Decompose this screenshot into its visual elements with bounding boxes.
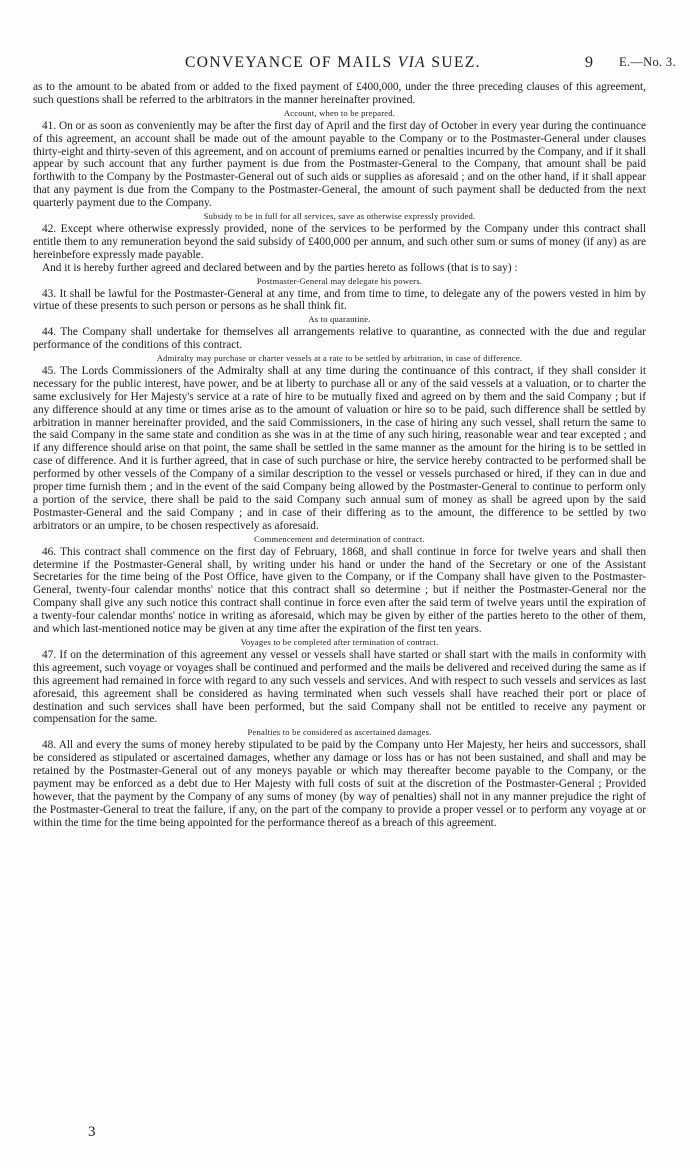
title-suffix: SUEZ. [426, 54, 481, 71]
paper-reference: E.—No. 3. [619, 55, 676, 69]
agreed-paragraph: And it is hereby further agreed and declared between and by the parties hereto as follows (that is to say) : [42, 261, 518, 274]
sidenote-42: Subsidy to be in full for all services, save as otherwise expressly provided. [203, 211, 476, 222]
title-via: VIA [397, 54, 427, 71]
page-number: 9 [585, 54, 593, 71]
opening-paragraph: as to the amount to be abated from or added to the fixed payment of £400,000, under the three preceding clauses of this agreement, such questions shall be referred to the arbitrators in the manner hereinafter provined. [33, 81, 646, 106]
title-prefix: CONVEYANCE OF MAILS [185, 54, 398, 71]
clause-45: 45. The Lords Commissioners of the Admiralty shall at any time during the continuance of this contract, if they shall consider it necessary for the public interest, have power, and be at liberty to purchase all or any of the said vessels at a valuation, or to charter the same exclusively for Her Majesty's service at a rate of hire to be mutually fixed and agreed on by them and the said Company ; but if any difference should at any time or times arise as to the amount of valuation or hire so to be paid, such difference shall be settled by arbitration in manner hereinafter provided, and the said Commissioners, in the case of hiring any such vessel, shall return the same to the said Company in the same state and condition as she was in at the time of any such hiring, reasonable wear and tear excepted ; and if any difference should arise on that point, the same shall be settled in the same manner as the amount for the hiring is to be settled in case of difference. And it is further agreed, that in case of such purchase or hire, the service hereby contracted to be performed shall be performed by other vessels of the Company of a similar description to the vessel or vessels purchased or hired, if they can in due and proper time furnish them ; and in the event of the said Company being allowed by the Postmaster-General to continue to perform only a portion of the service, there shall be paid to the said Company such annual sum of money as shall be agreed upon by the said Postmaster-General and the said Company ; and in case of their differing as to the amount, the difference to be settled by two arbitrators or an umpire, to be chosen respectively as aforesaid. [33, 364, 646, 532]
clause-44: 44. The Company shall undertake for themselves all arrangements relative to quarantine, as connected with the due and regular performance of the conditions of this contract. [33, 326, 646, 352]
sidenote-47: Voyages to be completed after termination of contract. [240, 636, 439, 647]
sidenote-48: Penalties to be considered as ascertained damages. [247, 727, 432, 738]
clause-42: 42. Except where otherwise expressly provided, none of the services to be performed by the Company under this contract shall entitle them to any remuneration beyond the said subsidy of £400,000 per annum, and such other sum or sums of money (if any) as are hereinbefore expressly made payable. [33, 222, 646, 261]
clause-41: 41. On or as soon as conveniently may be after the first day of April and the first day of October in every year during the continuance of this agreement, an account shall be made out of the amount payable to the Company or to the Postmaster-General under clauses thirty-eight and thirty-seven of this agreement, and on account of premiums earned or penalties incurred by the Company, and if it shall appear by such account that any further payment is due from the Postmaster-General to the Company, that amount shall be paid forthwith to the Company by the Postmaster-General out of such aids or supplies as aforesaid ; and on the other hand, if it shall appear that any payment is due from the Company to the Postmaster-General, the amount of such payment shall be deducted from the next quarterly payment due to the Company. [33, 119, 646, 210]
sidenote-43: Postmaster-General may delegate his powers. [256, 275, 423, 286]
running-title [118, 54, 548, 72]
page-header [0, 54, 700, 76]
clause-43: 43. It shall be lawful for the Postmaster-General at any time, and from time to time, to delegate any of the powers vested in him by virtue of these presents to such person or persons as he shall think fit. [33, 287, 646, 313]
clause-48: 48. All and every the sums of money hereby stipulated to be paid by the Company unto Her Majesty, her heirs and successors, shall be considered as stipulated or ascertained damages, whether any damage or loss has or has not been sustained, and shall and may be retained by the Postmaster-General out of any moneys payable or which may thereafter become payable to the Company, or the payment may be enforced as a debt due to Her Majesty with full costs of suit at the discretion of the Postmaster-General ; Provided however, that the payment by the Company of any sums of money (by way of penalties) shall not in any manner prejudice the right of the Postmaster-General to treat the failure, if any, on the part of the company to provide a proper vessel or to perform any voyage at or within the time for the time being appointed for the performance thereof as a breach of this agreement. [33, 739, 646, 829]
sidenote-44: As to quarantine. [308, 314, 371, 325]
document-body [33, 81, 646, 830]
sidenote-41: Account, when to be prepared. [283, 107, 396, 118]
sidenote-46: Commencement and determination of contract. [254, 533, 425, 544]
clause-46: 46. This contract shall commence on the first day of February, 1868, and shall continue in force for twelve years and shall then determine if the Postmaster-General shall, by writing under his hand or under the hand of the Secretary or one of the Assistant Secretaries for the time being of the Post Office, have given to the Company, or if the Company shall have given to the Postmaster-General, twenty-four calendar months' notice that this contract shall so determine ; but if neither the Postmaster-General nor the Company shall give any such notice this contract shall continue in force even after the said term of twelve years until the expiration of a twenty-four calendar months' notice in writing as aforesaid, which may be given by either of the parties hereto to the other of them, and which last-mentioned notice may be given at any time after the expiration of the first ten years. [33, 545, 646, 636]
signature-mark: 3 [88, 1124, 96, 1140]
clause-47: 47. If on the determination of this agreement any vessel or vessels shall have started or shall start with the mails in conformity with this agreement, such voyage or voyages shall be continued and performed and the mails be delivered and received during the same as if this agreement had remained in force with regard to any such vessels and services. And with respect to such vessels and services as last aforesaid, this agreement shall be considered as having terminated when such vessels shall have reached their port or place of destination and such services shall have been performed, but the said Company shall not be entitled to receive any payment or compensation for the same. [33, 648, 646, 726]
sidenote-45: Admiralty may purchase or charter vessels at a rate to be settled by arbitration, in case of difference. [156, 353, 523, 364]
